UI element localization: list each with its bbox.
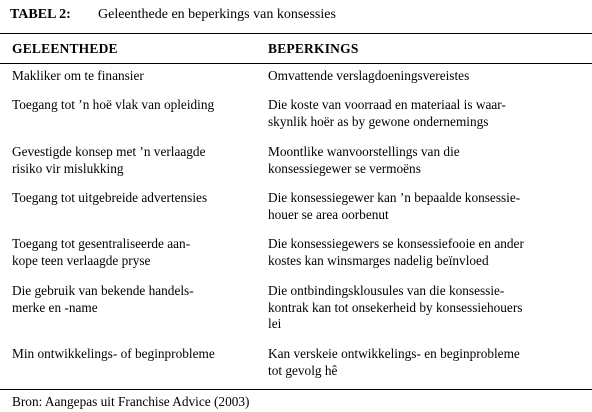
row-2-limitation: Die koste van voorraad en materiaal is waar- skynlik hoër as by gewone ondernemings	[268, 97, 506, 129]
source-note: Bron: Aangepas uit Franchise Advice (2003)	[12, 394, 250, 409]
header-limitations: BEPERKINGS	[268, 41, 359, 56]
table-caption	[10, 7, 336, 23]
header-rule	[0, 63, 592, 64]
row-6-limitation: Die ontbindingsklousules van die konsessie- kontrak kan tot onsekerheid by konsessiehouers lei	[268, 283, 523, 331]
row-7-opportunity: Min ontwikkelings- of beginprobleme	[12, 346, 215, 361]
table-number: TABEL 2:	[10, 7, 71, 22]
row-3-limitation: Moontlike wanvoorstellings van die konsessiegewer se vermoëns	[268, 144, 460, 176]
bottom-rule	[0, 389, 592, 390]
row-6-opportunity: Die gebruik van bekende handels- merke en -name	[12, 283, 194, 315]
row-3-opportunity: Gevestigde konsep met ’n verlaagde risiko vir mislukking	[12, 144, 206, 176]
row-1-limitation: Omvattende verslagdoeningsvereistes	[268, 68, 470, 83]
table-title: Geleenthede en beperkings van konsessies	[98, 7, 336, 22]
row-4-limitation: Die konsessiegewer kan ’n bepaalde konsessie- houer se area oorbenut	[268, 190, 521, 222]
row-5-opportunity: Toegang tot gesentraliseerde aan- kope teen verlaagde pryse	[12, 236, 191, 268]
row-4-opportunity: Toegang tot uitgebreide advertensies	[12, 190, 208, 205]
row-2-opportunity: Toegang tot ’n hoë vlak van opleiding	[12, 97, 215, 112]
top-rule	[0, 33, 592, 34]
row-7-limitation: Kan verskeie ontwikkelings- en beginprobleme tot gevolg hê	[268, 346, 520, 378]
row-1-opportunity: Makliker om te finansier	[12, 68, 144, 83]
row-5-limitation: Die konsessiegewers se konsessiefooie en ander kostes kan winsmarges nadelig beïnvloed	[268, 236, 524, 268]
header-opportunities: GELEENTHEDE	[12, 41, 118, 56]
